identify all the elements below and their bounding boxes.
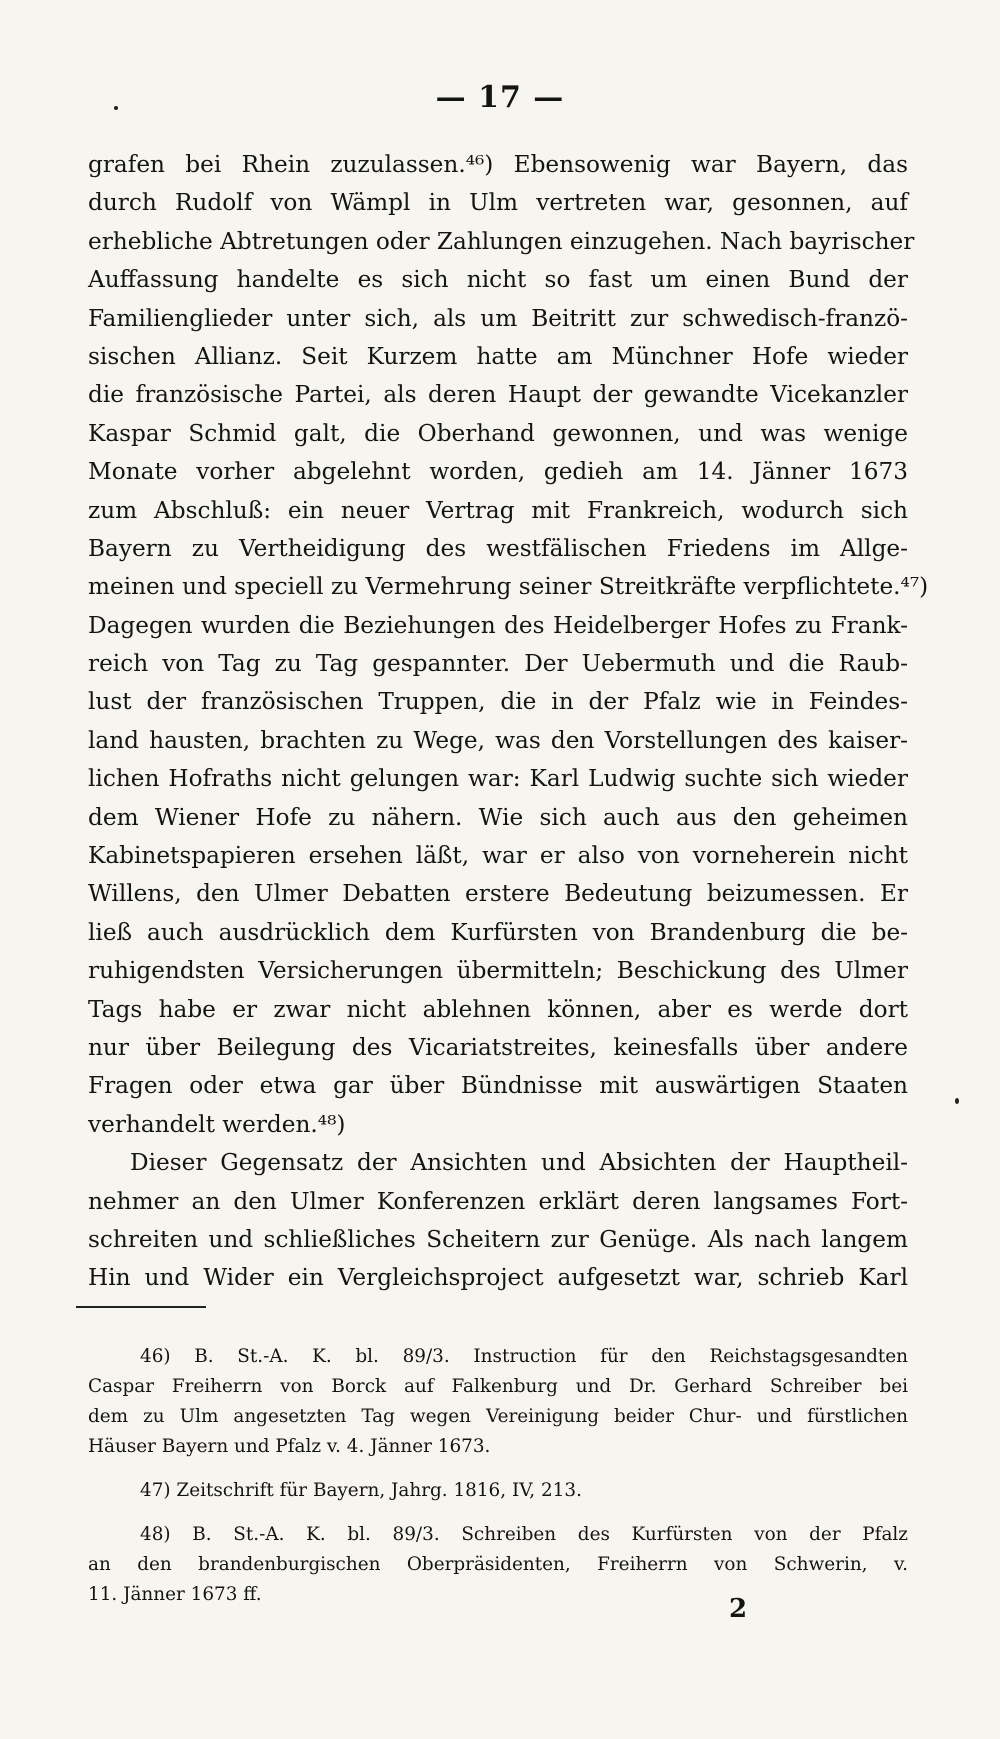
text-line: Fragen oder etwa gar über Bündnisse mit auswärtigen Staaten <box>88 1072 908 1100</box>
text-line: verhandelt werden.⁴⁸) <box>88 1110 346 1138</box>
footnote-line: 47) Zeitschrift für Bayern, Jahrg. 1816, IV, 213. <box>140 1480 582 1501</box>
text-line: dem Wiener Hofe zu nähern. Wie sich auch aus den geheimen <box>88 803 908 831</box>
footnote-48 <box>88 1520 908 1610</box>
footnote-line: Häuser Bayern und Pfalz v. 4. Jänner 1673. <box>88 1436 491 1457</box>
footnote-line: 48) B. St.-A. K. bl. 89/3. Schreiben des Kurfürsten von der Pfalz <box>140 1524 908 1545</box>
text-line: nehmer an den Ulmer Konferenzen erklärt deren langsames Fort- <box>88 1187 908 1215</box>
text-line: Dagegen wurden die Beziehungen des Heidelberger Hofes zu Frank- <box>88 611 908 639</box>
text-line: erhebliche Abtretungen oder Zahlungen einzugehen. Nach bayrischer <box>88 227 915 255</box>
print-speck <box>114 106 118 110</box>
signature-mark: 2 <box>729 1594 748 1624</box>
text-line: Hin und Wider ein Vergleichsproject aufgesetzt war, schrieb Karl <box>88 1264 908 1292</box>
text-line: Auffassung handelte es sich nicht so fast um einen Bund der <box>88 266 908 294</box>
footnote-line: an den brandenburgischen Oberpräsidenten, Freiherrn von Schwerin, v. <box>88 1554 908 1575</box>
footnotes <box>88 1342 908 1610</box>
footnote-separator <box>76 1306 206 1308</box>
footnote-line: dem zu Ulm angesetzten Tag wegen Vereinigung beider Chur- und fürstlichen <box>88 1406 908 1427</box>
footnote-line: 11. Jänner 1673 ff. <box>88 1584 262 1605</box>
text-line: Kaspar Schmid galt, die Oberhand gewonnen, und was wenige <box>88 419 908 447</box>
text-line: nur über Beilegung des Vicariatstreites, keinesfalls über andere <box>88 1033 908 1061</box>
text-line: sischen Allianz. Seit Kurzem hatte am Münchner Hofe wieder <box>88 342 908 370</box>
text-line: Kabinetspapieren ersehen läßt, war er also von vorneherein nicht <box>88 842 908 870</box>
footnote-line: Caspar Freiherrn von Borck auf Falkenburg und Dr. Gerhard Schreiber bei <box>88 1376 908 1397</box>
text-line: ließ auch ausdrücklich dem Kurfürsten von Brandenburg die be- <box>88 918 908 946</box>
text-line: reich von Tag zu Tag gespannter. Der Uebermuth und die Raub- <box>88 650 908 678</box>
text-line: lichen Hofraths nicht gelungen war: Karl Ludwig suchte sich wieder <box>88 765 908 793</box>
text-line: meinen und speciell zu Vermehrung seiner Streitkräfte verpflichtete.⁴⁷) <box>88 573 929 601</box>
page-number: — 17 — <box>435 80 565 115</box>
print-speck <box>955 1098 959 1104</box>
text-line: Familienglieder unter sich, als um Beitritt zur schwedisch-franzö- <box>88 304 908 332</box>
text-line: grafen bei Rhein zuzulassen.⁴⁶) Ebensowenig war Bayern, das <box>88 151 908 178</box>
text-line: die französische Partei, als deren Haupt der gewandte Vicekanzler <box>88 381 908 409</box>
text-line: lust der französischen Truppen, die in der Pfalz wie in Feindes- <box>88 688 908 716</box>
text-line: Dieser Gegensatz der Ansichten und Absichten der Hauptheil- <box>130 1149 908 1177</box>
text-line: zum Abschluß: ein neuer Vertrag mit Frankreich, wodurch sich <box>88 496 908 524</box>
footnote-46 <box>88 1342 908 1462</box>
text-line: land hausten, brachten zu Wege, was den Vorstellungen des kaiser- <box>88 726 908 754</box>
text-line: ruhigendsten Versicherungen übermitteln; Beschickung des Ulmer <box>88 957 908 985</box>
text-line: Willens, den Ulmer Debatten erstere Bedeutung beizumessen. Er <box>88 880 908 908</box>
text-line: Bayern zu Vertheidigung des westfälischen Friedens im Allge- <box>88 534 908 562</box>
text-line: schreiten und schließliches Scheitern zur Genüge. Als nach langem <box>88 1225 908 1253</box>
footnote-line: 46) B. St.-A. K. bl. 89/3. Instruction für den Reichstagsgesandten <box>140 1346 908 1367</box>
text-line: Monate vorher abgelehnt worden, gedieh am 14. Jänner 1673 <box>88 458 908 486</box>
footnote-47 <box>88 1476 908 1506</box>
body-text <box>88 146 929 1298</box>
text-line: Tags habe er zwar nicht ablehnen können, aber es werde dort <box>88 995 908 1023</box>
text-line: durch Rudolf von Wämpl in Ulm vertreten war, gesonnen, auf <box>88 189 908 217</box>
